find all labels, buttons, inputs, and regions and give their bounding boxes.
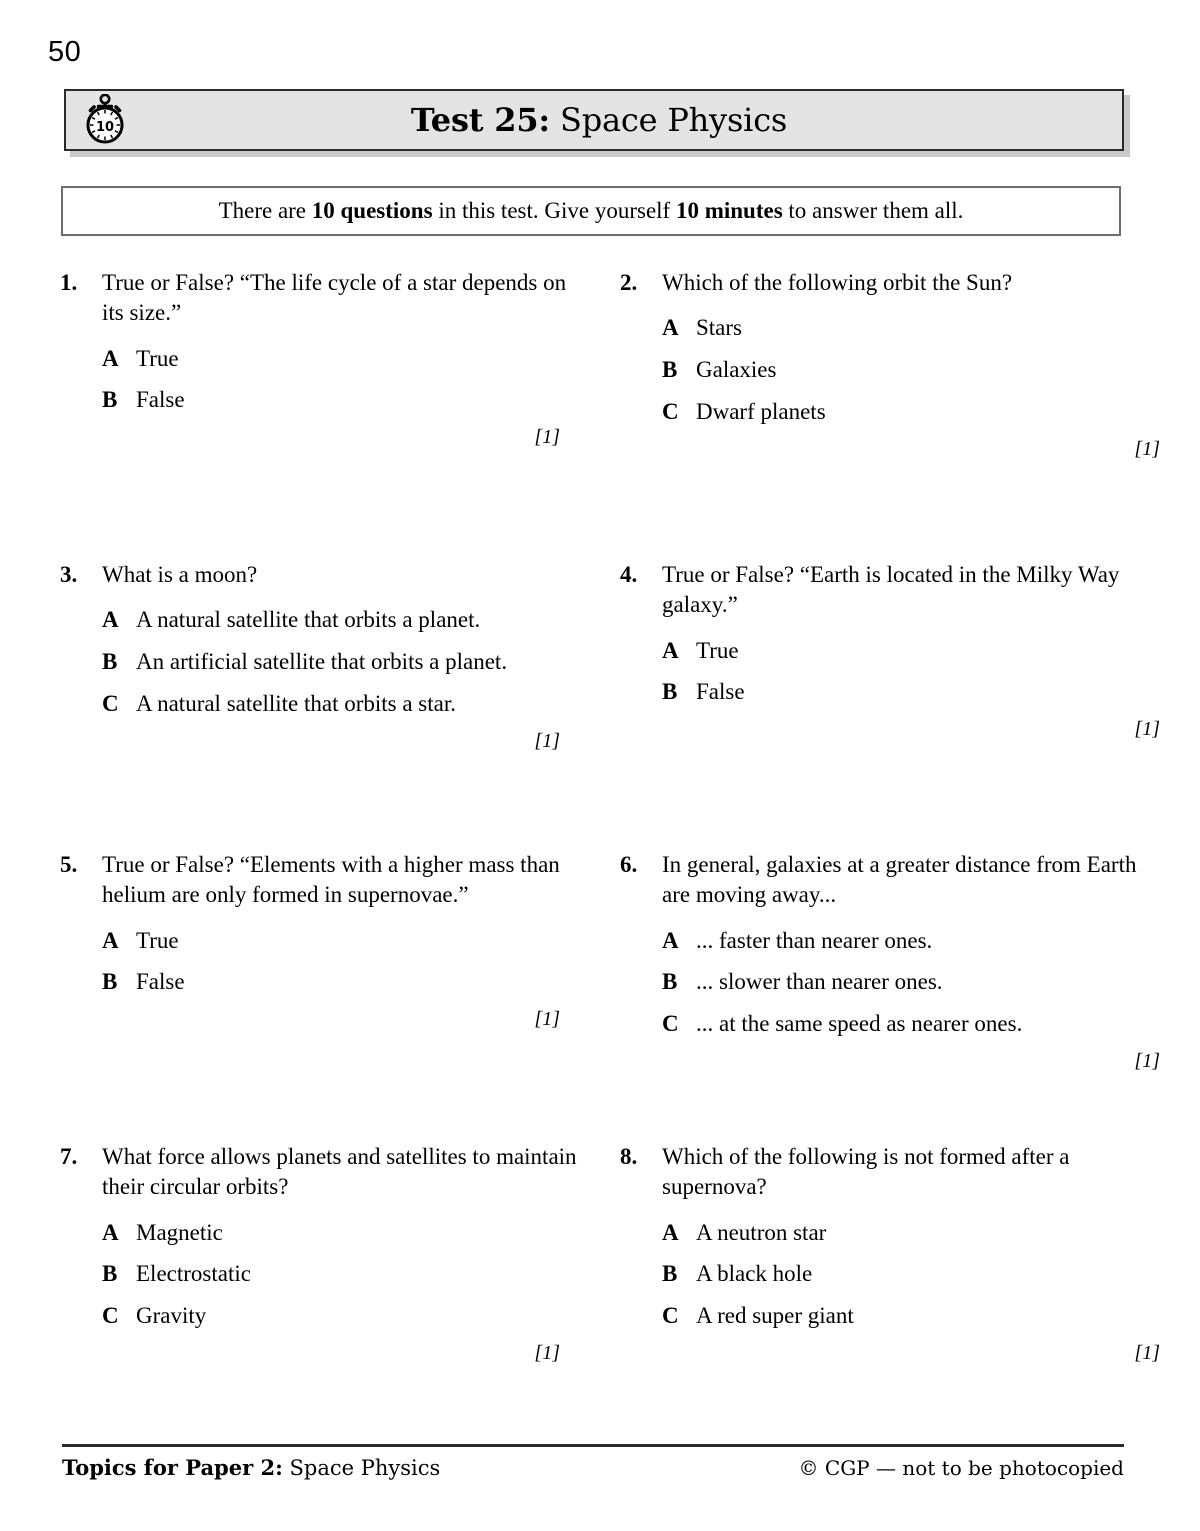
question-marks: [1] — [1134, 718, 1160, 741]
instruction-text — [219, 198, 964, 224]
option-letter: B — [662, 679, 678, 705]
question-text: Which of the following orbit the Sun? — [662, 270, 1013, 295]
option-text: True — [136, 927, 179, 953]
question-block-7 — [60, 1142, 582, 1365]
question-text: What is a moon? — [102, 562, 258, 587]
option-text: False — [696, 679, 745, 705]
option-row[interactable] — [102, 1258, 582, 1290]
option-text: A natural satellite that orbits a planet. — [136, 607, 481, 633]
page-title — [401, 101, 787, 139]
option-letter: C — [102, 1303, 119, 1329]
question-column-right — [600, 560, 1200, 850]
page-number: 50 — [48, 36, 82, 68]
question-text: Which of the following is not formed after a supernova? — [662, 1144, 1070, 1200]
question-number: 2. — [620, 270, 638, 295]
option-row[interactable] — [662, 925, 1160, 957]
footer-topic-strong: Topics for Paper 2: — [62, 1455, 283, 1480]
question-column-right — [600, 268, 1200, 560]
option-row[interactable] — [102, 1217, 582, 1249]
question-block-8 — [620, 1142, 1160, 1365]
instruction-box — [61, 186, 1121, 236]
option-letter: A — [662, 1219, 679, 1245]
question-options — [60, 925, 582, 998]
option-text: Stars — [696, 315, 742, 341]
question-options — [60, 343, 582, 416]
question-number: 3. — [60, 562, 78, 587]
instruction-question-count: 10 questions — [311, 198, 433, 223]
option-row[interactable] — [102, 925, 582, 957]
question-marks: [1] — [534, 1008, 560, 1031]
question-text: In general, galaxies at a greater distance from Earth are moving away... — [662, 852, 1137, 908]
option-row[interactable] — [102, 343, 582, 375]
question-block-3 — [60, 560, 582, 753]
question-row — [0, 268, 1200, 560]
option-row[interactable] — [662, 676, 1160, 708]
question-number: 4. — [620, 562, 638, 587]
option-letter: B — [662, 1261, 678, 1287]
option-text: ... slower than nearer ones. — [696, 969, 943, 995]
option-letter: B — [102, 387, 118, 413]
option-text: False — [136, 969, 185, 995]
option-letter: B — [102, 649, 118, 675]
question-marks: [1] — [1134, 1049, 1160, 1072]
option-text: True — [136, 345, 179, 371]
question-number: 1. — [60, 270, 78, 295]
instruction-part-3: to answer them all. — [782, 198, 964, 223]
question-options — [620, 312, 1160, 427]
option-letter: A — [102, 927, 119, 953]
option-row[interactable] — [662, 1300, 1160, 1332]
question-marks: [1] — [534, 426, 560, 449]
option-letter: A — [662, 315, 679, 341]
option-row[interactable] — [662, 396, 1160, 428]
question-block-2 — [620, 268, 1160, 461]
question-number: 6. — [620, 852, 638, 877]
option-text: A neutron star — [696, 1219, 827, 1245]
option-row[interactable] — [102, 1300, 582, 1332]
question-text: True or False? “The life cycle of a star depends on its size.” — [102, 270, 567, 326]
option-letter: C — [662, 1011, 679, 1037]
option-row[interactable] — [662, 1217, 1160, 1249]
question-column-left — [0, 850, 600, 1142]
option-letter: A — [102, 345, 119, 371]
option-text: A red super giant — [696, 1303, 854, 1329]
question-options — [620, 635, 1160, 708]
option-text: A natural satellite that orbits a star. — [136, 690, 457, 716]
option-row[interactable] — [662, 312, 1160, 344]
option-letter: B — [662, 969, 678, 995]
option-text: False — [136, 387, 185, 413]
option-row[interactable] — [662, 1008, 1160, 1040]
option-letter: C — [102, 690, 119, 716]
question-row — [0, 850, 1200, 1142]
option-text: A black hole — [696, 1261, 813, 1287]
footer-copyright: © CGP — not to be photocopied — [798, 1456, 1124, 1480]
questions-grid — [0, 268, 1200, 1365]
question-column-left — [0, 268, 600, 560]
stopwatch-value: 10 — [95, 120, 115, 135]
option-row[interactable] — [102, 966, 582, 998]
option-row[interactable] — [662, 966, 1160, 998]
question-block-6 — [620, 850, 1160, 1073]
stopwatch-icon — [80, 94, 130, 146]
question-column-left — [0, 1142, 600, 1365]
option-letter: C — [662, 398, 679, 424]
option-text: Dwarf planets — [696, 398, 826, 424]
title-strong: Test 25: — [410, 101, 551, 139]
question-number: 7. — [60, 1144, 78, 1169]
instruction-part-1: There are — [218, 198, 312, 223]
footer-topic-light: Space Physics — [282, 1456, 441, 1480]
option-letter: B — [102, 969, 118, 995]
question-text: True or False? “Earth is located in the Milky Way galaxy.” — [662, 562, 1120, 618]
question-text: True or False? “Elements with a higher mass than helium are only formed in supernovae.” — [102, 852, 560, 908]
question-options — [60, 604, 582, 719]
question-row — [0, 560, 1200, 850]
option-letter: A — [102, 607, 119, 633]
option-text: ... faster than nearer ones. — [696, 927, 933, 953]
option-letter: A — [102, 1219, 119, 1245]
footer-topic — [62, 1455, 440, 1480]
question-marks: [1] — [534, 1341, 560, 1364]
option-letter: B — [102, 1261, 118, 1287]
question-row — [0, 1142, 1200, 1365]
question-options — [620, 1217, 1160, 1332]
option-text: Galaxies — [696, 357, 777, 383]
question-number: 5. — [60, 852, 78, 877]
option-letter: A — [662, 927, 679, 953]
question-options — [620, 925, 1160, 1040]
option-row[interactable] — [662, 635, 1160, 667]
question-column-right — [600, 850, 1200, 1142]
question-block-1 — [60, 268, 582, 449]
option-row[interactable] — [102, 604, 582, 636]
instruction-time-limit: 10 minutes — [675, 198, 783, 223]
option-row[interactable] — [662, 1258, 1160, 1290]
option-letter: B — [662, 357, 678, 383]
option-text: Gravity — [136, 1303, 207, 1329]
question-block-5 — [60, 850, 582, 1031]
question-column-right — [600, 1142, 1200, 1365]
title-light: Space Physics — [550, 101, 788, 139]
footer-divider — [62, 1444, 1124, 1447]
question-marks: [1] — [1134, 437, 1160, 460]
page-footer — [62, 1455, 1124, 1480]
option-text: Magnetic — [136, 1219, 223, 1245]
option-text: Electrostatic — [136, 1261, 251, 1287]
question-marks: [1] — [534, 729, 560, 752]
option-text: True — [696, 637, 739, 663]
option-row[interactable] — [662, 354, 1160, 386]
option-letter: C — [662, 1303, 679, 1329]
instruction-part-2: in this test. Give yourself — [432, 198, 676, 223]
question-options — [60, 1217, 582, 1332]
test-title-bar — [64, 89, 1124, 151]
option-text: An artificial satellite that orbits a planet. — [136, 649, 508, 675]
option-row[interactable] — [102, 688, 582, 720]
option-row[interactable] — [102, 384, 582, 416]
question-number: 8. — [620, 1144, 638, 1169]
title-bar-surface — [64, 89, 1124, 151]
question-text: What force allows planets and satellites to maintain their circular orbits? — [102, 1144, 577, 1200]
option-text: ... at the same speed as nearer ones. — [696, 1011, 1023, 1037]
question-column-left — [0, 560, 600, 850]
question-marks: [1] — [1134, 1341, 1160, 1364]
option-row[interactable] — [102, 646, 582, 678]
option-letter: A — [662, 637, 679, 663]
question-block-4 — [620, 560, 1160, 741]
